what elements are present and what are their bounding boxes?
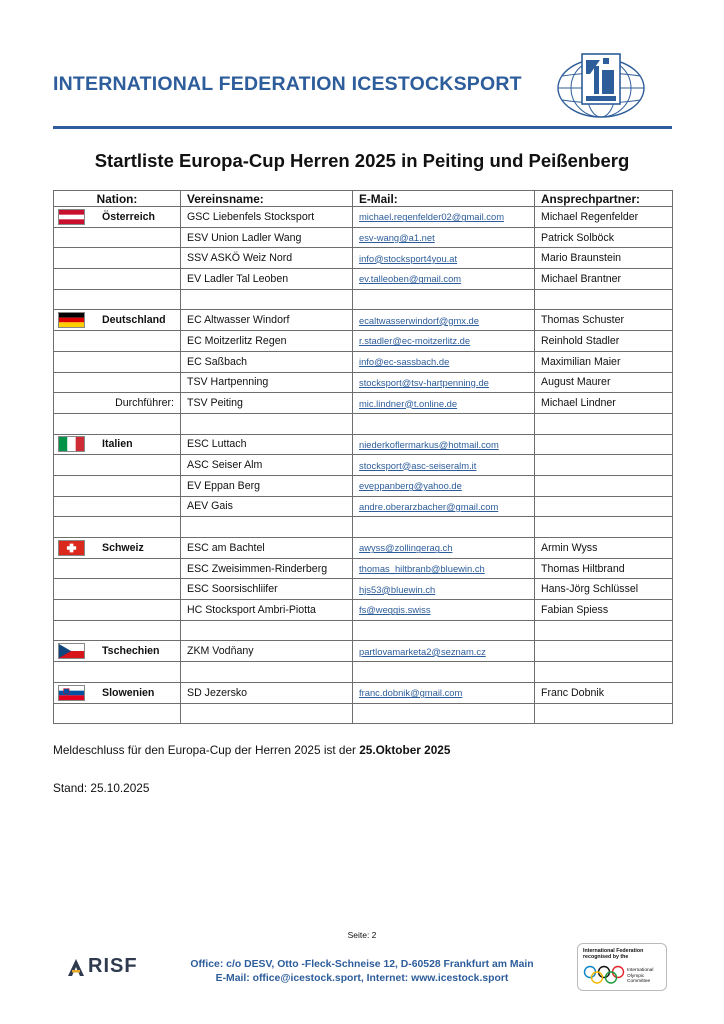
- club-name: ESV Union Ladler Wang: [181, 227, 353, 248]
- header-divider: [53, 126, 672, 129]
- club-name: EC Saßbach: [181, 351, 353, 372]
- nation-name: Österreich: [102, 210, 155, 223]
- club-name: EC Moitzerlitz Regen: [181, 331, 353, 352]
- spacer-cell: [54, 662, 181, 683]
- table-row: [54, 227, 673, 248]
- club-name: SD Jezersko: [181, 682, 353, 703]
- nation-cell-empty: [54, 372, 181, 393]
- status-date: Stand: 25.10.2025: [53, 781, 150, 795]
- contact-person: Fabian Spiess: [535, 600, 673, 621]
- club-name: HC Stocksport Ambri-Piotta: [181, 600, 353, 621]
- email-link[interactable]: stocksport@asc-seiseralm.it: [353, 455, 535, 476]
- email-link[interactable]: info@ec-sassbach.de: [353, 351, 535, 372]
- ioc-label-line-1: International: [627, 968, 654, 973]
- header-nation: Nation:: [54, 191, 181, 207]
- contact-person: Mario Braunstein: [535, 248, 673, 269]
- club-name: TSV Peiting: [181, 393, 353, 414]
- club-name: ESC Luttach: [181, 434, 353, 455]
- nation-cell-empty: [54, 269, 181, 290]
- spacer-row: [54, 289, 673, 310]
- nation-cell: [54, 434, 181, 455]
- header-club: Vereinsname:: [181, 191, 353, 207]
- spacer-cell: [353, 289, 535, 310]
- table-row: [54, 434, 673, 455]
- spacer-cell: [54, 703, 181, 724]
- email-link[interactable]: r.stadler@ec-moitzerlitz.de: [353, 331, 535, 352]
- page-number: Seite: 2: [347, 930, 377, 940]
- spacer-cell: [353, 413, 535, 434]
- spacer-cell: [181, 413, 353, 434]
- club-name: ESC am Bachtel: [181, 538, 353, 559]
- table-row: [54, 682, 673, 703]
- spacer-cell: [535, 289, 673, 310]
- club-name: GSC Liebenfels Stocksport: [181, 207, 353, 228]
- spacer-row: [54, 517, 673, 538]
- email-link[interactable]: partlovamarketa2@seznam.cz: [353, 641, 535, 662]
- arisf-logo-text: RISF: [88, 955, 138, 977]
- spacer-cell: [535, 620, 673, 641]
- table-row: [54, 310, 673, 331]
- email-link[interactable]: franc.dobnik@gmail.com: [353, 682, 535, 703]
- spacer-row: [54, 703, 673, 724]
- spacer-row: [54, 620, 673, 641]
- nation-cell-empty: [54, 455, 181, 476]
- club-name: ESC Soorsischliifer: [181, 579, 353, 600]
- header-contact: Ansprechpartner:: [535, 191, 673, 207]
- federation-globe-logo-icon: [556, 50, 646, 120]
- email-link[interactable]: hjs53@bluewin.ch: [353, 579, 535, 600]
- email-link[interactable]: niederkoflermarkus@hotmail.com: [353, 434, 535, 455]
- deadline-date: 25.Oktober 2025: [359, 743, 451, 757]
- club-name: EV Eppan Berg: [181, 475, 353, 496]
- nation-cell: [54, 207, 181, 228]
- table-row: [54, 455, 673, 476]
- nation-cell: [54, 682, 181, 703]
- deadline-note: [53, 743, 450, 757]
- nation-cell-empty: [54, 351, 181, 372]
- contact-person: [535, 496, 673, 517]
- email-link[interactable]: ecaltwasserwindorf@gmx.de: [353, 310, 535, 331]
- email-link[interactable]: stocksport@tsv-hartpenning.de: [353, 372, 535, 393]
- contact-person: Thomas Schuster: [535, 310, 673, 331]
- header-email: E-Mail:: [353, 191, 535, 207]
- deadline-text: Meldeschluss für den Europa-Cup der Herren 2025 ist der: [53, 743, 360, 757]
- contact-person: [535, 641, 673, 662]
- flag-slovenia-icon: [58, 685, 90, 701]
- spacer-cell: [54, 289, 181, 310]
- spacer-cell: [181, 620, 353, 641]
- nation-name: Tschechien: [102, 645, 160, 658]
- contact-person: Michael Brantner: [535, 269, 673, 290]
- table-row: [54, 558, 673, 579]
- spacer-cell: [181, 289, 353, 310]
- spacer-cell: [353, 517, 535, 538]
- nation-name: Italien: [102, 438, 133, 451]
- ioc-badge-caption: International Federation recognised by the: [583, 948, 644, 960]
- contact-person: [535, 475, 673, 496]
- contact-person: [535, 434, 673, 455]
- organizer-label: Durchführer:: [54, 393, 181, 414]
- nation-name: Deutschland: [102, 314, 166, 327]
- email-link[interactable]: awyss@zollingerag.ch: [353, 538, 535, 559]
- email-link[interactable]: fs@weggis.swiss: [353, 600, 535, 621]
- nation-cell-empty: [54, 248, 181, 269]
- club-name: ESC Zweisimmen-Rinderberg: [181, 558, 353, 579]
- table-row: [54, 393, 673, 414]
- flag-czechia-icon: [58, 643, 90, 659]
- contact-person: Maximilian Maier: [535, 351, 673, 372]
- club-name: ASC Seiser Alm: [181, 455, 353, 476]
- email-link[interactable]: esv-wang@a1.net: [353, 227, 535, 248]
- spacer-cell: [181, 517, 353, 538]
- spacer-cell: [54, 517, 181, 538]
- footer-contact-line: E-Mail: office@icestock.sport, Internet: www.icestock.sport: [215, 973, 509, 984]
- nation-name: Slowenien: [102, 686, 155, 699]
- nation-cell-empty: [54, 227, 181, 248]
- contact-person: [535, 455, 673, 476]
- spacer-cell: [353, 620, 535, 641]
- spacer-cell: [54, 620, 181, 641]
- spacer-cell: [181, 662, 353, 683]
- contact-person: Michael Regenfelder: [535, 207, 673, 228]
- table-row: [54, 475, 673, 496]
- email-link[interactable]: mic.lindner@t.online.de: [353, 393, 535, 414]
- spacer-cell: [535, 703, 673, 724]
- club-name: AEV Gais: [181, 496, 353, 517]
- email-link[interactable]: andre.oberarzbacher@gmail.com: [353, 496, 535, 517]
- table-row: [54, 331, 673, 352]
- contact-person: August Maurer: [535, 372, 673, 393]
- olympic-rings-icon: [583, 965, 625, 985]
- spacer-cell: [181, 703, 353, 724]
- table-row: [54, 538, 673, 559]
- ioc-label-line-3: Committee: [627, 979, 651, 985]
- club-name: EV Ladler Tal Leoben: [181, 269, 353, 290]
- federation-title: INTERNATIONAL FEDERATION ICESTOCKSPORT: [53, 73, 522, 95]
- table-header-row: [54, 191, 673, 207]
- flag-italy-icon: [58, 436, 90, 452]
- contact-person: Thomas Hiltbrand: [535, 558, 673, 579]
- nation-cell-empty: [54, 558, 181, 579]
- flag-austria-icon: [58, 209, 90, 225]
- table-row: [54, 600, 673, 621]
- spacer-cell: [353, 662, 535, 683]
- email-link[interactable]: info@stocksport4you.at: [353, 248, 535, 269]
- nation-cell-empty: [54, 579, 181, 600]
- spacer-cell: [535, 517, 673, 538]
- nation-cell: [54, 538, 181, 559]
- club-name: TSV Hartpenning: [181, 372, 353, 393]
- ioc-committee-label: [627, 968, 653, 985]
- table-row: [54, 579, 673, 600]
- footer-office-line: Office: c/o DESV, Otto -Fleck-Schneise 12, D-60528 Frankfurt am Main: [190, 959, 534, 970]
- nation-cell: [54, 310, 181, 331]
- spacer-cell: [353, 703, 535, 724]
- spacer-cell: [54, 413, 181, 434]
- flag-germany-icon: [58, 312, 90, 328]
- email-link[interactable]: michael.regenfelder02@gmail.com: [353, 207, 535, 228]
- table-row: [54, 641, 673, 662]
- email-link[interactable]: ev.talleoben@gmail.com: [353, 269, 535, 290]
- nation-name: Schweiz: [102, 541, 144, 554]
- club-name: SSV ASKÖ Weiz Nord: [181, 248, 353, 269]
- nation-cell-empty: [54, 496, 181, 517]
- spacer-cell: [535, 413, 673, 434]
- spacer-cell: [535, 662, 673, 683]
- table-body: [54, 207, 673, 724]
- club-name: EC Altwasser Windorf: [181, 310, 353, 331]
- table-row: [54, 269, 673, 290]
- start-list-table: [53, 190, 673, 724]
- spacer-row: [54, 413, 673, 434]
- nation-cell-empty: [54, 600, 181, 621]
- nation-cell: [54, 641, 181, 662]
- contact-person: Hans-Jörg Schlüssel: [535, 579, 673, 600]
- contact-person: Franc Dobnik: [535, 682, 673, 703]
- contact-person: Michael Lindner: [535, 393, 673, 414]
- nation-cell-empty: [54, 331, 181, 352]
- ioc-label-line-2: Olympic: [627, 973, 645, 979]
- document-title: Startliste Europa-Cup Herren 2025 in Peiting und Peißenberg: [94, 150, 630, 171]
- contact-person: Armin Wyss: [535, 538, 673, 559]
- contact-person: Reinhold Stadler: [535, 331, 673, 352]
- ioc-recognition-badge: [577, 943, 667, 991]
- contact-person: Patrick Solböck: [535, 227, 673, 248]
- email-link[interactable]: thomas_hiltbranb@bluewin.ch: [353, 558, 535, 579]
- table-row: [54, 496, 673, 517]
- table-row: [54, 248, 673, 269]
- flag-switzerland-icon: [58, 540, 90, 556]
- email-link[interactable]: eveppanberg@yahoo.de: [353, 475, 535, 496]
- table-row: [54, 372, 673, 393]
- table-row: [54, 351, 673, 372]
- spacer-row: [54, 662, 673, 683]
- nation-cell-empty: [54, 475, 181, 496]
- table-row: [54, 207, 673, 228]
- club-name: ZKM Vodňany: [181, 641, 353, 662]
